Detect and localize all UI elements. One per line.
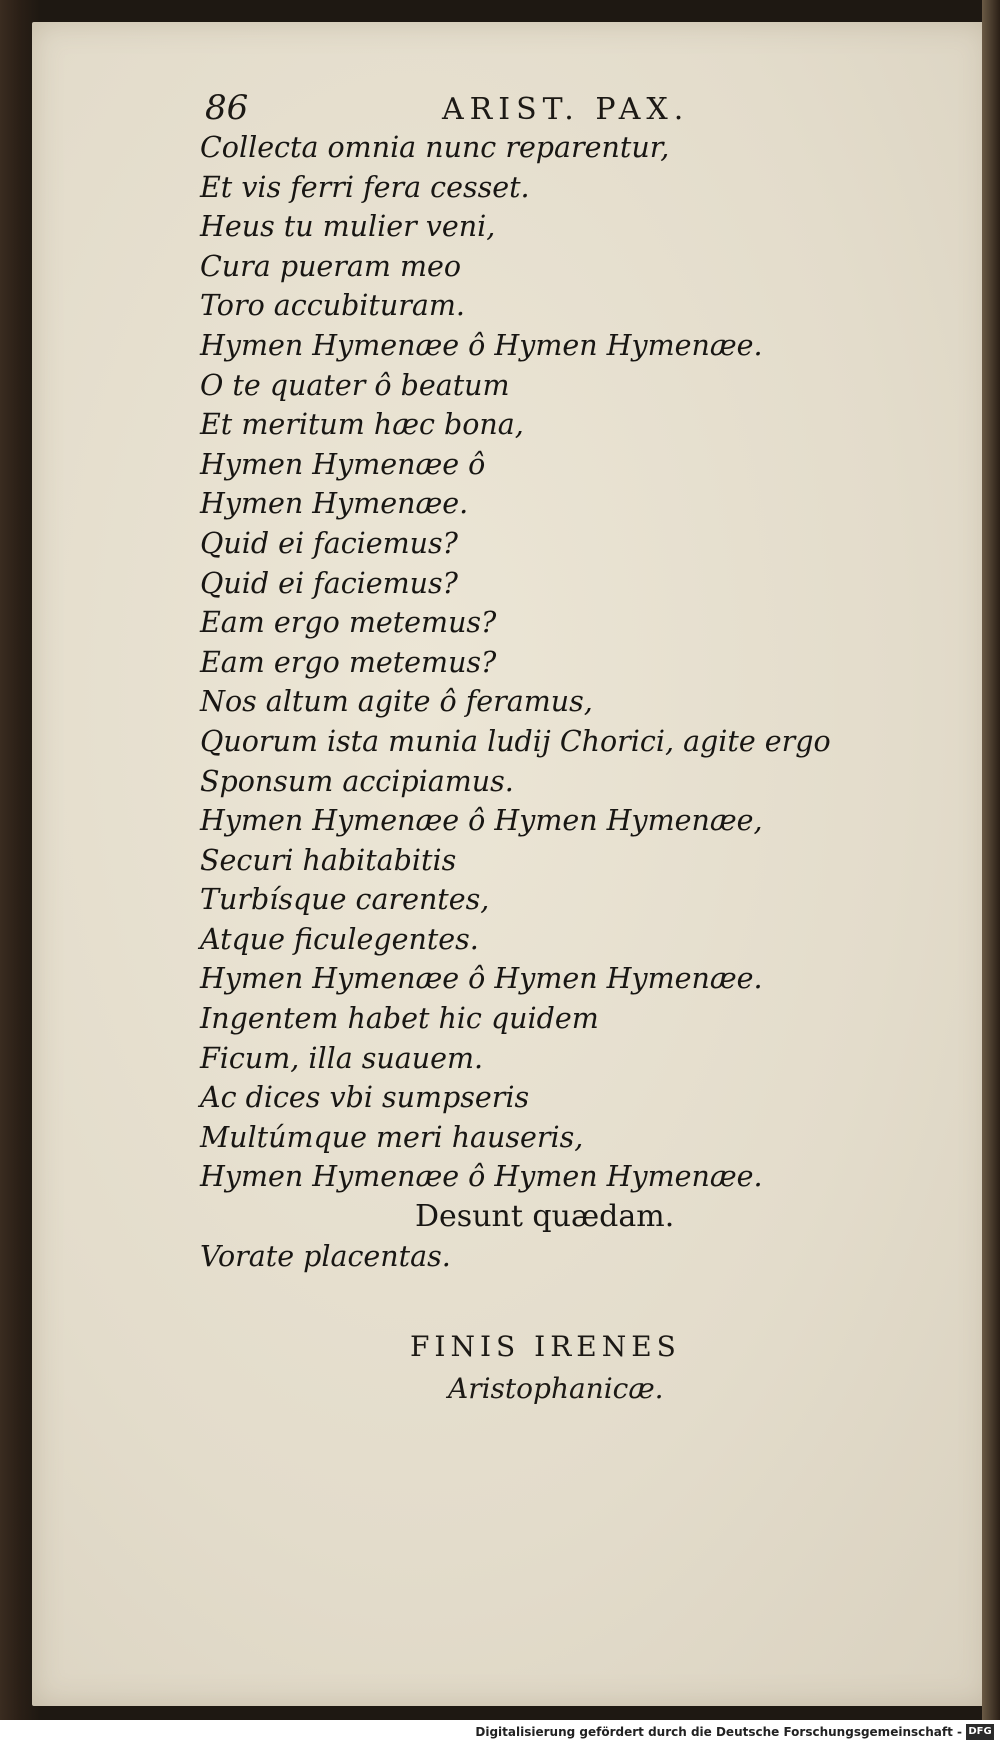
verse-line: Ac dices vbi sumpseris [200,1081,530,1115]
verse-line: Collecta omnia nunc reparentur, [200,131,670,164]
funding-notice: Digitalisierung gefördert durch die Deutsche Forschungsgemeinschaft - [475,1725,962,1739]
lacuna-note: Desunt quædam. [415,1199,675,1235]
verse-line: Nos altum agite ô feramus, [200,685,593,719]
verse-line: Et meritum hæc bona, [200,408,524,442]
verse-line: Toro accubituram. [200,289,465,323]
verse-line: Atque ficulegentes. [200,922,479,956]
running-head: ARIST. PAX. [442,92,690,127]
page-number: 86 [205,88,249,128]
verse-line: Hymen Hymenæe ô [200,447,486,481]
verse-line: Sponsum accipiamus. [200,764,514,798]
digitization-footer [0,1720,1000,1746]
verse-line: Hymen Hymenæe ô Hymen Hymenæe. [200,962,763,996]
colophon-title: FINIS IRENES [410,1330,681,1363]
verse-line: Quorum ista munia ludij Chorici, agite ergo [200,724,831,758]
verse-line: Quid ei faciemus? [200,526,458,560]
verse-text [200,128,831,1276]
verse-line: Eam ergo metemus? [200,606,497,640]
verse-line: Vorate placentas. [200,1239,451,1273]
verse-line: O te quater ô beatum [200,368,510,402]
verse-line: Ficum, illa suauem. [200,1041,484,1075]
verse-line: Securi habitabitis [200,843,457,877]
verse-line: Heus tu mulier veni, [200,210,496,244]
verse-line: Et vis ferri fera cesset. [200,170,530,204]
verse-line: Hymen Hymenæe. [200,487,469,521]
verse-line: Hymen Hymenæe ô Hymen Hymenæe. [200,328,763,362]
verse-line: Multúmque meri hauseris, [200,1120,584,1154]
verse-line: Hymen Hymenæe ô Hymen Hymenæe, [200,804,763,838]
verse-line: Ingentem habet hic quidem [200,1002,599,1036]
verse-line: Eam ergo metemus? [200,645,497,679]
colophon-subtitle: Aristophanicæ. [448,1372,664,1405]
verse-line: Hymen Hymenæe ô Hymen Hymenæe. [200,1160,763,1194]
dfg-logo-icon: DFG [966,1724,994,1740]
verse-line: Turbísque carentes, [200,883,490,917]
verse-line: Cura pueram meo [200,249,462,283]
verse-line: Quid ei faciemus? [200,566,458,600]
page-edge [982,0,1000,1746]
